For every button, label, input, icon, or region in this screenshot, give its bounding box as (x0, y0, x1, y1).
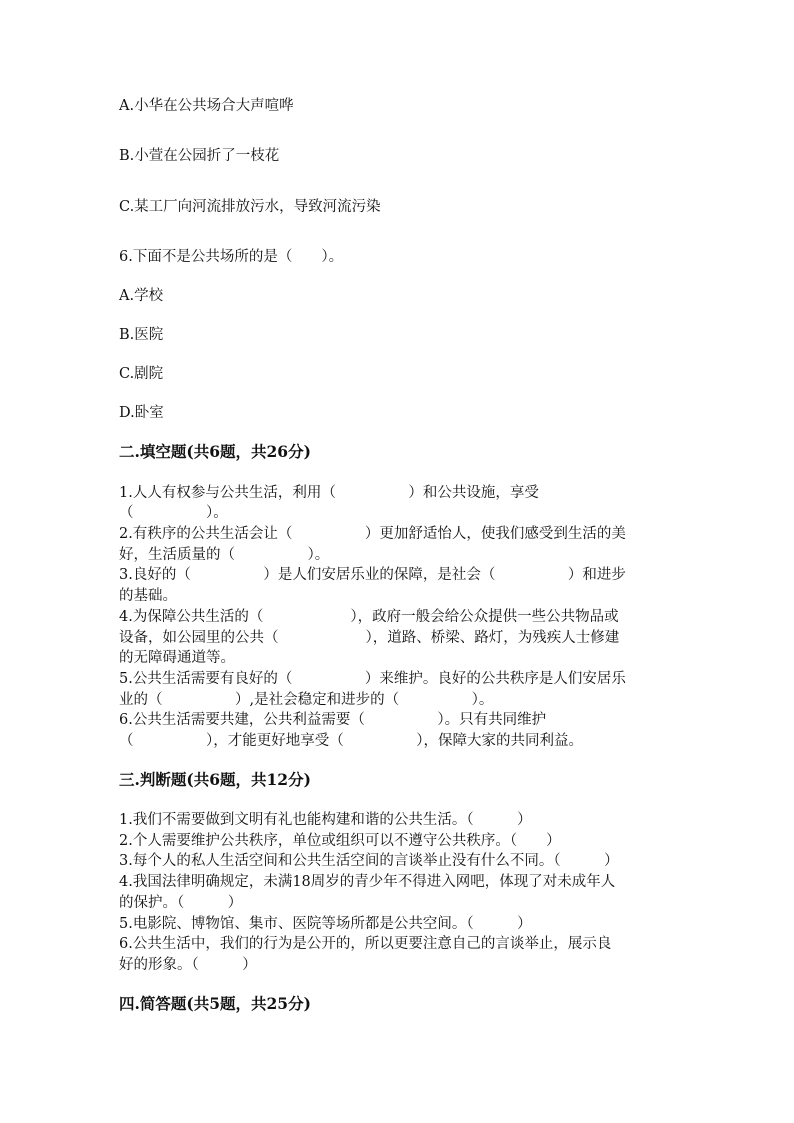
true-false-line: 4.我国法律明确规定，未满18周岁的青少年不得进入网吧，体现了对未成年人 (119, 874, 616, 890)
true-false-line: 5.电影院、博物馆、集市、医院等场所都是公共空间。（ ） (119, 916, 532, 932)
fill-blank-line: 的无障碍通道等。 (119, 650, 235, 666)
q5-option-c: C.某工厂向河流排放污水，导致河流污染 (119, 199, 381, 215)
true-false-line: 6.公共生活中，我们的行为是公开的，所以更要注意自己的言谈举止，展示良 (119, 936, 612, 952)
fill-blank-line: 6.公共生活需要共建，公共利益需要（ ）。只有共同维护 (119, 712, 547, 728)
fill-blank-line: 业的（ ）,是社会稳定和进步的（ ）。 (119, 692, 494, 708)
true-false-line: 好的形象。（ ） (119, 957, 257, 973)
fill-blank-line: （ ）。 (119, 505, 228, 521)
q6-option-c: C.剧院 (119, 366, 164, 382)
section-heading-true-false: 三.判断题(共6题，共12分) (119, 770, 311, 789)
true-false-line: 2.个人需要维护公共秩序，单位或组织可以不遵守公共秩序。（ ） (119, 833, 561, 849)
fill-blank-line: 的基础。 (119, 588, 177, 604)
fill-blank-line: 3.良好的（ ）是人们安居乐业的保障，是社会（ ）和进步 (119, 567, 626, 583)
q5-option-b: B.小萱在公园折了一枝花 (119, 148, 280, 164)
section-heading-short-answer: 四.简答题(共5题，共25分) (119, 994, 311, 1013)
fill-blank-line: 1.人人有权参与公共生活，利用（ ）和公共设施，享受 (119, 485, 539, 501)
q6-stem: 6.下面不是公共场所的是（ ）。 (119, 249, 344, 265)
true-false-line: 1.我们不需要做到文明有礼也能构建和谐的公共生活。（ ） (119, 812, 532, 828)
true-false-line: 的保护。（ ） (119, 895, 243, 911)
q6-option-a: A.学校 (119, 288, 164, 304)
fill-blank-line: 4.为保障公共生活的（ ），政府一般会给公众提供一些公共物品或 (119, 609, 619, 625)
fill-blank-line: 2.有秩序的公共生活会让（ ）更加舒适怡人，使我们感受到生活的美 (119, 526, 626, 542)
fill-blank-line: （ ），才能更好地享受（ ），保障大家的共同利益。 (119, 733, 583, 749)
fill-blank-line: 设备，如公园里的公共（ ），道路、桥梁、路灯，为残疾人士修建 (119, 630, 620, 646)
q6-option-b: B.医院 (119, 327, 164, 343)
q5-option-a: A.小华在公共场合大声喧哗 (119, 98, 294, 114)
fill-blank-line: 5.公共生活需要有良好的（ ）来维护。良好的公共秩序是人们安居乐 (119, 671, 626, 687)
q6-option-d: D.卧室 (119, 405, 164, 421)
true-false-line: 3.每个人的私人生活空间和公共生活空间的言谈举止没有什么不同。（ ） (119, 853, 619, 869)
section-heading-fill-blank: 二.填空题(共6题，共26分) (119, 442, 311, 461)
fill-blank-line: 好，生活质量的（ ）。 (119, 547, 330, 563)
